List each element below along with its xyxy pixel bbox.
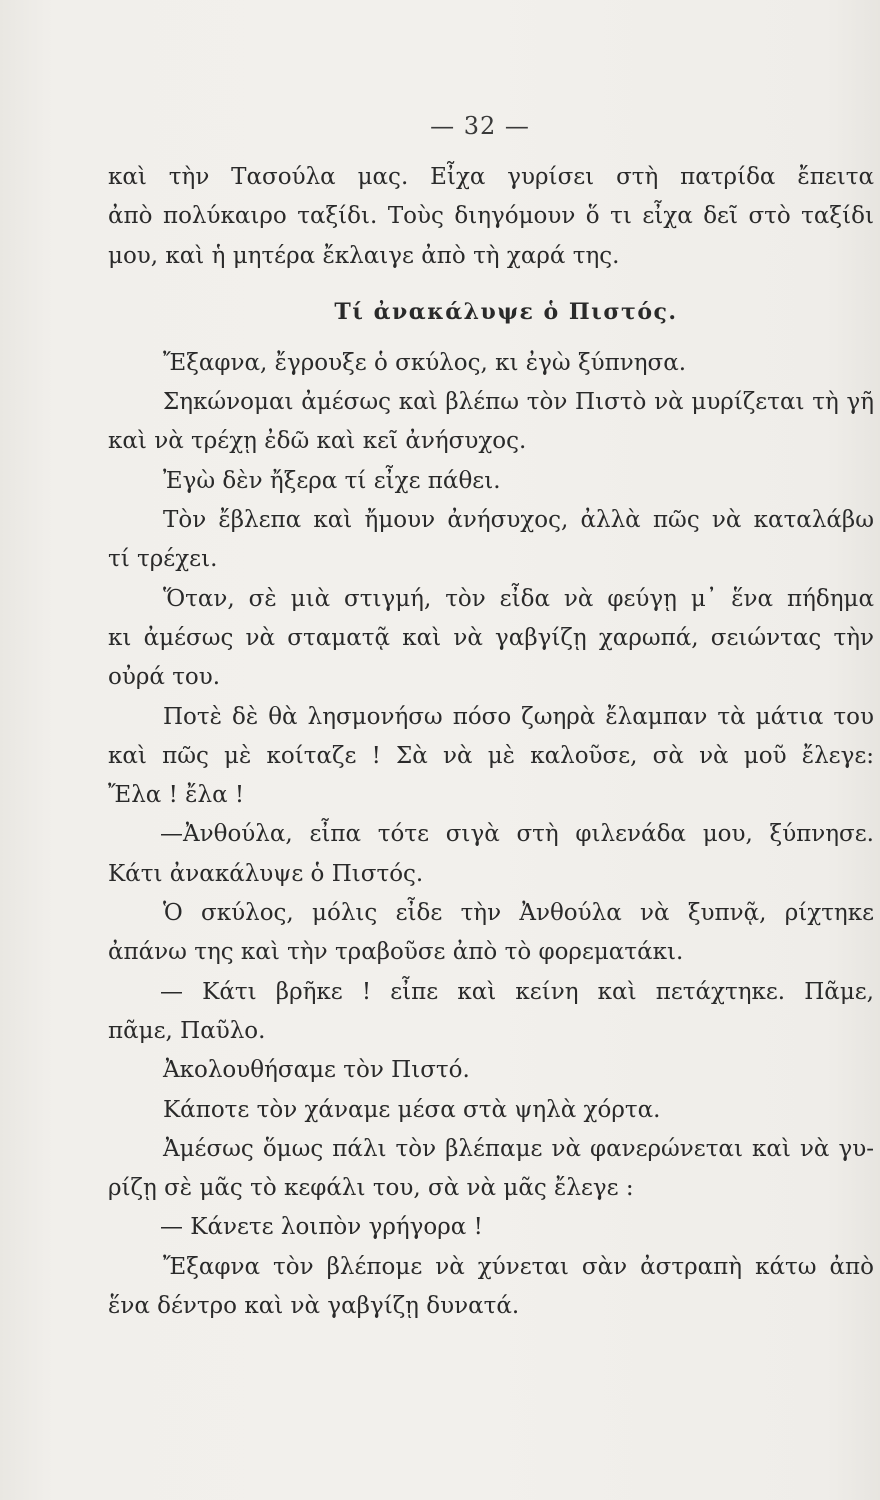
text-line: Κάτι ἀνακάλυψε ὁ Πιστός.: [108, 860, 424, 887]
text-line: οὐρά του.: [108, 664, 221, 691]
text-line: Ἔξαφνα, ἔγρουξε ὁ σκύλος, κι ἐγὼ ξύπνησα.: [163, 349, 687, 376]
text-line: Ὅταν, σὲ μιὰ στιγμή, τὸν εἶδα νὰ φεύγῃ μ᾽ ἕνα πήδημα: [163, 585, 874, 612]
text-line: —Ἀνθούλα, εἶπα τότε σιγὰ στὴ φιλενάδα μου, ξύπνησε.: [160, 821, 874, 848]
text-line: τί τρέχει.: [108, 546, 218, 573]
text-line: ἕνα δέντρο καὶ νὰ γαβγίζῃ δυνατά.: [108, 1293, 520, 1320]
text-line: ρίζῃ σὲ μᾶς τὸ κεφάλι του, σὰ νὰ μᾶς ἔλεγε :: [108, 1175, 634, 1202]
text-line: Σηκώνομαι ἀμέσως καὶ βλέπω τὸν Πιστὸ νὰ μυρίζεται τὴ γῆ: [163, 389, 874, 416]
text-line: ἀπάνω της καὶ τὴν τραβοῦσε ἀπὸ τὸ φορεματάκι.: [108, 939, 684, 966]
text-line: καὶ νὰ τρέχῃ ἐδῶ καὶ κεῖ ἀνήσυχος.: [108, 428, 527, 455]
text-line: πᾶμε, Παῦλο.: [108, 1017, 266, 1044]
text-line: — Κάνετε λοιπὸν γρήγορα !: [160, 1214, 483, 1241]
text-line: Τὸν ἔβλεπα καὶ ἤμουν ἀνήσυχος, ἀλλὰ πῶς νὰ καταλάβω: [163, 507, 874, 534]
text-line: μου, καὶ ἡ μητέρα ἔκλαιγε ἀπὸ τὴ χαρά της.: [108, 242, 620, 269]
text-line: — Κάτι βρῆκε ! εἶπε καὶ κείνη καὶ πετάχτηκε. Πᾶμε,: [160, 978, 874, 1005]
section-heading: Τί ἀνακάλυψε ὁ Πιστός.: [334, 298, 678, 325]
text-line: κι ἀμέσως νὰ σταματᾷ καὶ νὰ γαβγίζῃ χαρωπά, σειώντας τὴν: [108, 624, 874, 651]
text-line: Ποτὲ δὲ θὰ λησμονήσω πόσο ζωηρὰ ἔλαμπαν τὰ μάτια του: [163, 703, 874, 730]
text-line: Ἀκολουθήσαμε τὸν Πιστό.: [163, 1057, 470, 1084]
text-line: Ἔξαφνα τὸν βλέπομε νὰ χύνεται σὰν ἀστραπὴ κάτω ἀπὸ: [163, 1253, 874, 1280]
text-line: Κάποτε τὸν χάναμε μέσα στὰ ψηλὰ χόρτα.: [163, 1096, 661, 1123]
text-line: ἀπὸ πολύκαιρο ταξίδι. Τοὺς διηγόμουν ὅ τι εἶχα δεῖ στὸ ταξίδι: [108, 203, 874, 230]
text-line: Ὁ σκύλος, μόλις εἶδε τὴν Ἀνθούλα νὰ ξυπνᾷ, ρίχτηκε: [163, 900, 874, 927]
text-line: καὶ πῶς μὲ κοίταζε ! Σὰ νὰ μὲ καλοῦσε, σὰ νὰ μοῦ ἔλεγε:: [108, 742, 874, 769]
text-line: Ἀμέσως ὅμως πάλι τὸν βλέπαμε νὰ φανερώνεται καὶ νὰ γυ-: [163, 1135, 874, 1162]
text-line: Ἔλα ! ἔλα !: [108, 782, 245, 809]
page-text: [108, 158, 874, 1326]
page-number: — 32 —: [430, 112, 530, 140]
text-line: Ἐγὼ δὲν ἤξερα τί εἶχε πάθει.: [163, 467, 501, 494]
text-line: καὶ τὴν Τασούλα μας. Εἶχα γυρίσει στὴ πατρίδα ἔπειτα: [108, 164, 874, 190]
